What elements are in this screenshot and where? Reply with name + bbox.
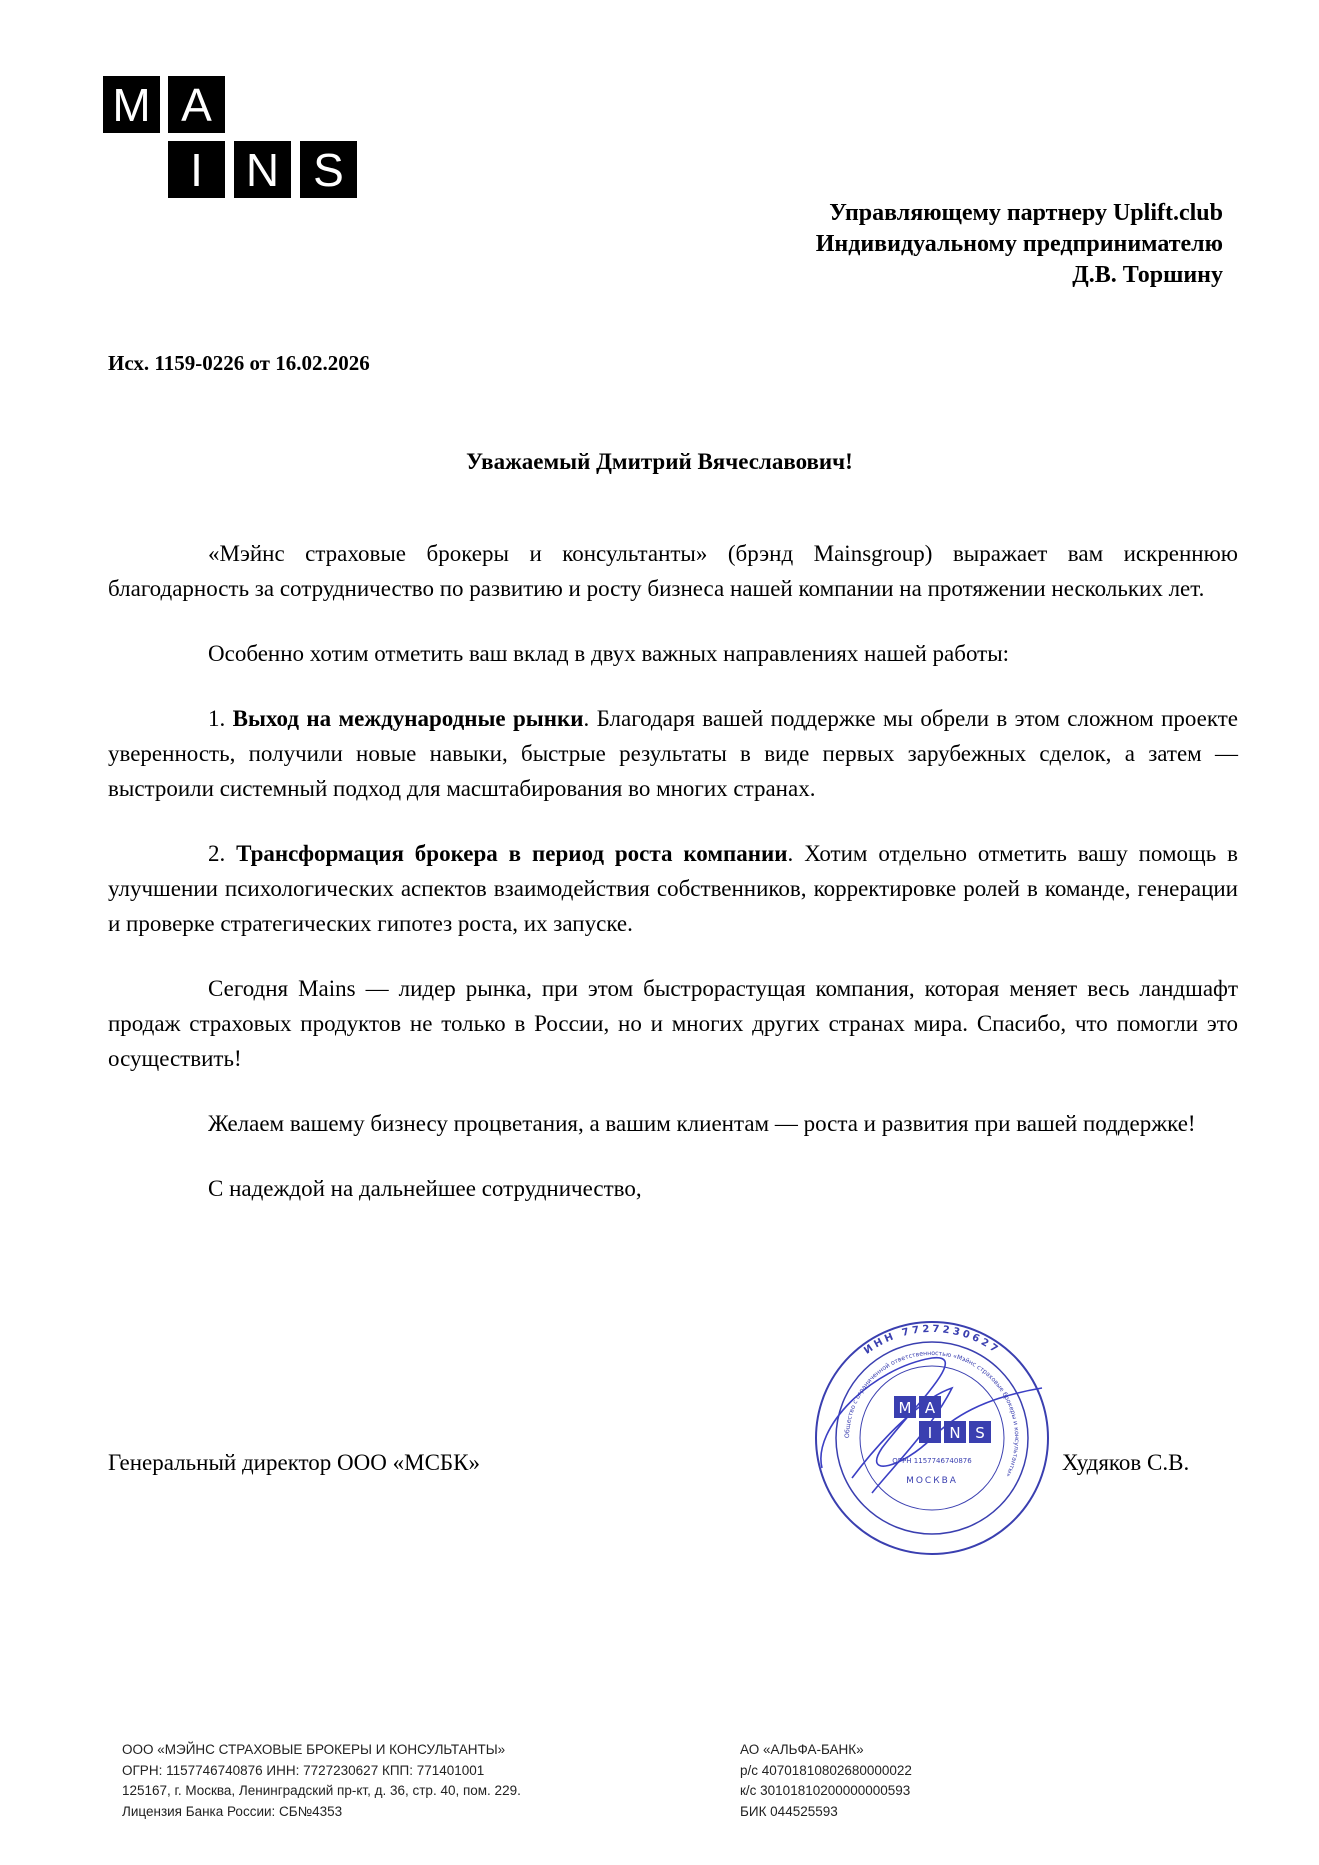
stamp-inner-text: Общество с ограниченной ответственностью «Мэйнс страховые брокеры и консультанты»	[843, 1349, 1021, 1479]
footer-line: Лицензия Банка России: СБ№4353	[122, 1803, 343, 1819]
footer-line: к/с 30101810200000000593	[740, 1783, 911, 1798]
footer-company-details	[122, 1740, 521, 1822]
stamp-logo-letter: N	[949, 1424, 961, 1442]
paragraph-today: Сегодня Mains — лидер рынка, при этом быстрорастущая компания, которая меняет весь ландшафт продаж страховых продуктов не только в России, но и многих других странах мира. Спасибо, что помогли это осуществить!	[108, 976, 1238, 1071]
paragraph-closing: С надеждой на дальнейшее сотрудничество,	[208, 1176, 642, 1201]
item-number: 2.	[208, 841, 226, 866]
stamp-logo-letter: A	[924, 1399, 936, 1417]
paragraph-wishes: Желаем вашему бизнесу процветания, а вашим клиентам — роста и развития при вашей поддержке!	[208, 1111, 1196, 1136]
item-number: 1.	[208, 706, 226, 731]
signatory-name: Худяков С.В.	[1062, 1450, 1190, 1475]
item-title: Трансформация брокера в период роста компании	[236, 841, 788, 866]
stamp-logo-letter: M	[898, 1399, 912, 1417]
signatory-title: Генеральный директор ООО «МСБК»	[108, 1450, 480, 1475]
paragraph-item-1	[108, 701, 1238, 806]
company-stamp	[812, 1318, 1052, 1558]
footer-line: ОГРН: 1157746740876 ИНН: 7727230627 КПП: 771401001	[122, 1762, 485, 1778]
stamp-city: МОСКВА	[906, 1476, 958, 1486]
stamp-outer-text: ИНН 7727230627	[862, 1323, 1002, 1357]
footer-line: р/с 40701810802680000022	[740, 1762, 912, 1778]
item-text: . Хотим отдельно отметить вашу помощь в улучшении психологических аспектов взаимодействия собственников, корректировке ролей в команде, генерации и проверке стратегических гипотез роста, их запуске.	[108, 841, 1239, 936]
addressee-line: Управляющему партнеру Uplift.club	[829, 200, 1223, 226]
letter-body	[108, 536, 1238, 1206]
mains-logo	[103, 76, 360, 204]
logo-tile: N	[234, 141, 291, 198]
addressee-line: Индивидуальному предпринимателю	[815, 231, 1223, 257]
footer-bank-details	[740, 1740, 912, 1822]
footer-line: АО «АЛЬФА-БАНК»	[740, 1742, 864, 1757]
addressee-line: Д.В. Торшину	[1072, 262, 1223, 288]
outgoing-number: Исх. 1159-0226 от 16.02.2026	[108, 351, 370, 375]
item-title: Выход на международные рынки	[232, 706, 584, 731]
stamp-logo-letter: S	[975, 1424, 985, 1442]
footer-line: БИК 044525593	[740, 1803, 838, 1819]
logo-tile: I	[168, 141, 225, 198]
paragraph-lead: Особенно хотим отметить ваш вклад в двух важных направлениях нашей работы:	[208, 641, 1010, 666]
addressee-block	[816, 198, 1223, 291]
salutation: Уважаемый Дмитрий Вячеславович!	[466, 449, 853, 474]
logo-tile: S	[300, 141, 357, 198]
paragraph-item-2	[108, 836, 1238, 941]
item-text: . Благодаря вашей поддержке мы обрели в этом сложном проекте уверенность, получили новые навыки, быстрые результаты в виде первых зарубежных сделок, а затем — выстроили системный подход для масштабирования во многих странах.	[108, 706, 1238, 801]
footer-line: ООО «МЭЙНС СТРАХОВЫЕ БРОКЕРЫ И КОНСУЛЬТАНТЫ»	[122, 1742, 506, 1757]
logo-tile: M	[103, 76, 160, 133]
logo-tile: A	[168, 76, 225, 133]
paragraph-intro: «Мэйнс страховые брокеры и консультанты» (брэнд Mainsgroup) выражает вам искреннюю благодарность за сотрудничество по развитию и росту бизнеса нашей компании на протяжении нескольких лет.	[108, 541, 1238, 601]
footer-line: 125167, г. Москва, Ленинградский пр-кт, д. 36, стр. 40, пом. 229.	[122, 1783, 521, 1798]
stamp-logo-letter: I	[927, 1424, 933, 1442]
stamp-ogrn: ОГРН 1157746740876	[892, 1457, 972, 1465]
